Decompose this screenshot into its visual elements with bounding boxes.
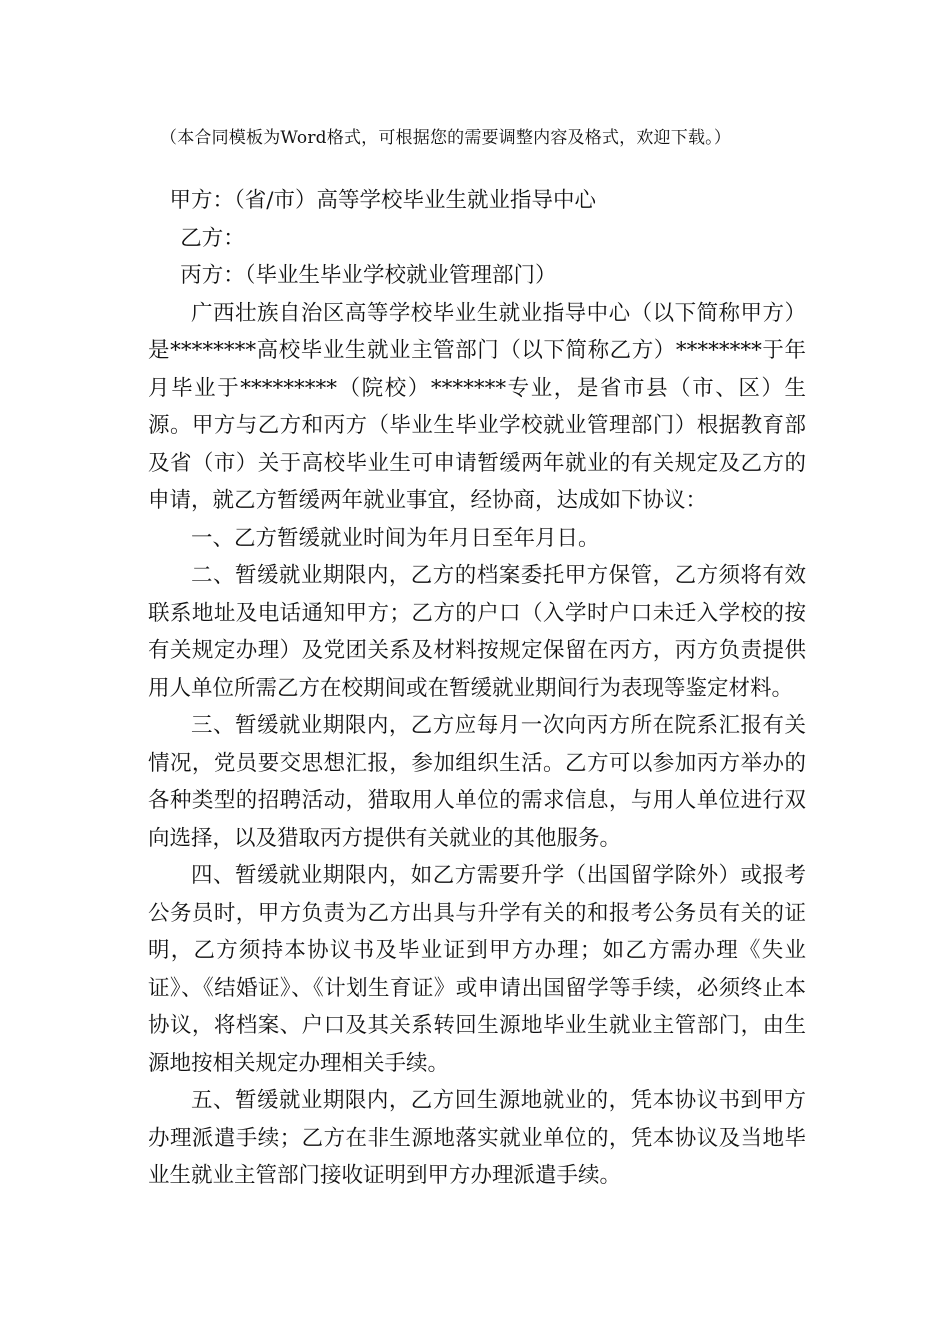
- party-b-line: 乙方：: [180, 225, 245, 251]
- clause-2: 二、暂缓就业期限内，乙方的档案委托甲方保管，乙方须将有效联系地址及电话通知甲方；乙方的户口（入学时户口未迁入学校的按有关规定办理）及党团关系及材料按规定保留在丙方，丙方负责提供用人单位所需乙方在校期间或在暂缓就业期间行为表现等鉴定材料。: [148, 563, 806, 701]
- clause-5: 五、暂缓就业期限内，乙方回生源地就业的，凭本协议书到甲方办理派遣手续；乙方在非生源地落实就业单位的，凭本协议及当地毕业生就业主管部门接收证明到甲方办理派遣手续。: [148, 1088, 806, 1188]
- intro-paragraph: 广西壮族自治区高等学校毕业生就业指导中心（以下简称甲方）是********高校毕业生就业主管部门（以下简称乙方）********于年月毕业于*********（院校）*******专业，是省市县（市、区）生源。甲方与乙方和丙方（毕业生毕业学校就业管理部门）根据教育部及省（市）关于高校毕业生可申请暂缓两年就业的有关规定及乙方的申请，就乙方暂缓两年就业事宜，经协商，达成如下协议：: [148, 300, 806, 513]
- template-note: （本合同模板为Word格式，可根据您的需要调整内容及格式，欢迎下载。）: [160, 128, 732, 148]
- clause-3: 三、暂缓就业期限内，乙方应每月一次向丙方所在院系汇报有关情况，党员要交思想汇报，参加组织生活。乙方可以参加丙方举办的各种类型的招聘活动，猎取用人单位的需求信息，与用人单位进行双向选择，以及猎取丙方提供有关就业的其他服务。: [148, 713, 806, 851]
- party-c-line: 丙方：（毕业生毕业学校就业管理部门）: [180, 263, 557, 288]
- clause-1: 一、乙方暂缓就业时间为年月日至年月日。: [191, 525, 600, 551]
- contract-body: [148, 182, 806, 1195]
- party-a-line: 甲方：（省/市）高等学校毕业生就业指导中心: [169, 188, 596, 213]
- clause-4: 四、暂缓就业期限内，如乙方需要升学（出国留学除外）或报考公务员时，甲方负责为乙方出具与升学有关的和报考公务员有关的证明，乙方须持本协议书及毕业证到甲方办理；如乙方需办理《失业证》、《结婚证》、《计划生育证》或申请出国留学等手续，必须终止本协议，将档案、户口及其关系转回生源地毕业生就业主管部门，由生源地按相关规定办理相关手续。: [148, 863, 806, 1076]
